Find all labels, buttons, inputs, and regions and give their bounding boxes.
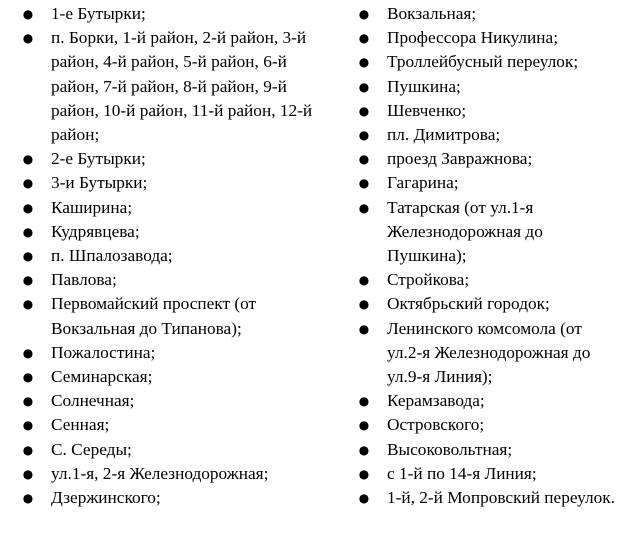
list-item (22, 2, 322, 26)
street-list-left-column (22, 2, 322, 510)
street-name: с 1-й по 14-я Линия; (387, 463, 537, 483)
street-name: Татарская (от ул.1-я Железнодорожная до Пушкина); (387, 197, 543, 266)
list-item (22, 438, 322, 462)
street-name: Кудрявцева; (51, 221, 140, 241)
street-name: ул.1-я, 2-я Железнодорожная; (51, 463, 269, 483)
bullet-icon: ● (22, 249, 34, 264)
street-name: 2-е Бутырки; (51, 149, 146, 169)
bullet-icon: ● (22, 273, 34, 288)
bullet-icon: ● (358, 442, 370, 457)
bullet-icon: ● (358, 273, 370, 288)
bullet-icon: ● (22, 442, 34, 457)
list-item (358, 2, 620, 26)
bullet-icon: ● (22, 200, 34, 215)
list-item (358, 268, 620, 292)
list-item (22, 486, 322, 510)
list-item (22, 389, 322, 413)
bullet-icon: ● (358, 418, 370, 433)
list-item (358, 147, 620, 171)
list-item (358, 317, 620, 390)
street-name: С. Середы; (51, 439, 132, 459)
list-item (22, 268, 322, 292)
list-item (22, 220, 322, 244)
street-name: Шевченко; (387, 100, 467, 120)
list-item (22, 413, 322, 437)
street-name: п. Борки, 1-й район, 2-й район, 3-й район, 4-й район, 5-й район, 6-й район, 7-й район, 8-й район, 9-й район, 10-й район, 11-й район, 12-й район; (51, 28, 313, 145)
list-item (358, 50, 620, 74)
street-list-right-column (358, 2, 620, 510)
list-item (22, 365, 322, 389)
street-name: проезд Завражнова; (387, 149, 533, 169)
list-item (22, 26, 322, 147)
bullet-icon: ● (22, 370, 34, 385)
bullet-icon: ● (358, 321, 370, 336)
list-item (22, 341, 322, 365)
bullet-icon: ● (358, 466, 370, 481)
list-item (358, 75, 620, 99)
bullet-icon: ● (358, 297, 370, 312)
street-name: Сенная; (51, 415, 110, 435)
list-item (358, 196, 620, 269)
list-item (358, 389, 620, 413)
street-name: Семинарская; (51, 367, 153, 387)
street-name: Пушкина; (387, 76, 461, 96)
bullet-icon: ● (358, 31, 370, 46)
street-name: Солнечная; (51, 391, 135, 411)
list-item (22, 244, 322, 268)
street-name: 1-е Бутырки; (51, 4, 146, 23)
bullet-icon: ● (358, 55, 370, 70)
list-item (358, 413, 620, 437)
list-item (22, 147, 322, 171)
street-name: Островского; (387, 415, 485, 435)
list-item (358, 123, 620, 147)
bullet-icon: ● (22, 31, 34, 46)
street-name: Профессора Никулина; (387, 28, 559, 48)
bullet-icon: ● (22, 224, 34, 239)
bullet-icon: ● (358, 394, 370, 409)
street-name: Стройкова; (387, 270, 470, 290)
street-name: 1-й, 2-й Мопровский переулок. (387, 488, 615, 508)
bullet-icon: ● (358, 491, 370, 506)
bullet-icon: ● (22, 176, 34, 191)
street-name: Троллейбусный переулок; (387, 52, 579, 72)
list-item (358, 99, 620, 123)
bullet-icon: ● (22, 152, 34, 167)
street-name: Каширина; (51, 197, 133, 217)
list-item (358, 26, 620, 50)
bullet-icon: ● (22, 394, 34, 409)
street-name: 3-и Бутырки; (51, 173, 148, 193)
bullet-icon: ● (22, 345, 34, 360)
list-item (22, 171, 322, 195)
bullet-icon: ● (358, 128, 370, 143)
street-name: Пожалостина; (51, 342, 156, 362)
list-item (358, 171, 620, 195)
bullet-icon: ● (22, 297, 34, 312)
bullet-icon: ● (358, 79, 370, 94)
street-name: Гагарина; (387, 173, 459, 193)
street-name: Первомайский проспект (от Вокзальная до Типанова); (51, 294, 257, 338)
street-name: п. Шпалозавода; (51, 246, 173, 266)
street-name: Ленинского комсомола (от ул.2-я Железнодорожная до ул.9-я Линия); (387, 318, 591, 387)
bullet-icon: ● (358, 200, 370, 215)
street-name: Дзержинского; (51, 488, 161, 508)
bullet-icon: ● (22, 7, 34, 21)
bullet-icon: ● (22, 418, 34, 433)
list-item (358, 292, 620, 316)
bullet-icon: ● (358, 103, 370, 118)
street-name: Павлова; (51, 270, 117, 290)
bullet-icon: ● (358, 7, 370, 21)
street-name: Керамзавода; (387, 391, 485, 411)
list-item (22, 462, 322, 486)
street-name: Высоковольтная; (387, 439, 513, 459)
list-item (22, 196, 322, 220)
bullet-icon: ● (358, 176, 370, 191)
list-item (358, 438, 620, 462)
bullet-icon: ● (358, 152, 370, 167)
list-item (22, 292, 322, 340)
list-item (358, 462, 620, 486)
list-item (358, 486, 620, 510)
bullet-icon: ● (22, 466, 34, 481)
street-name: пл. Димитрова; (387, 125, 501, 145)
street-name: Вокзальная; (387, 4, 477, 23)
street-name: Октябрьский городок; (387, 294, 550, 314)
bullet-icon: ● (22, 491, 34, 506)
